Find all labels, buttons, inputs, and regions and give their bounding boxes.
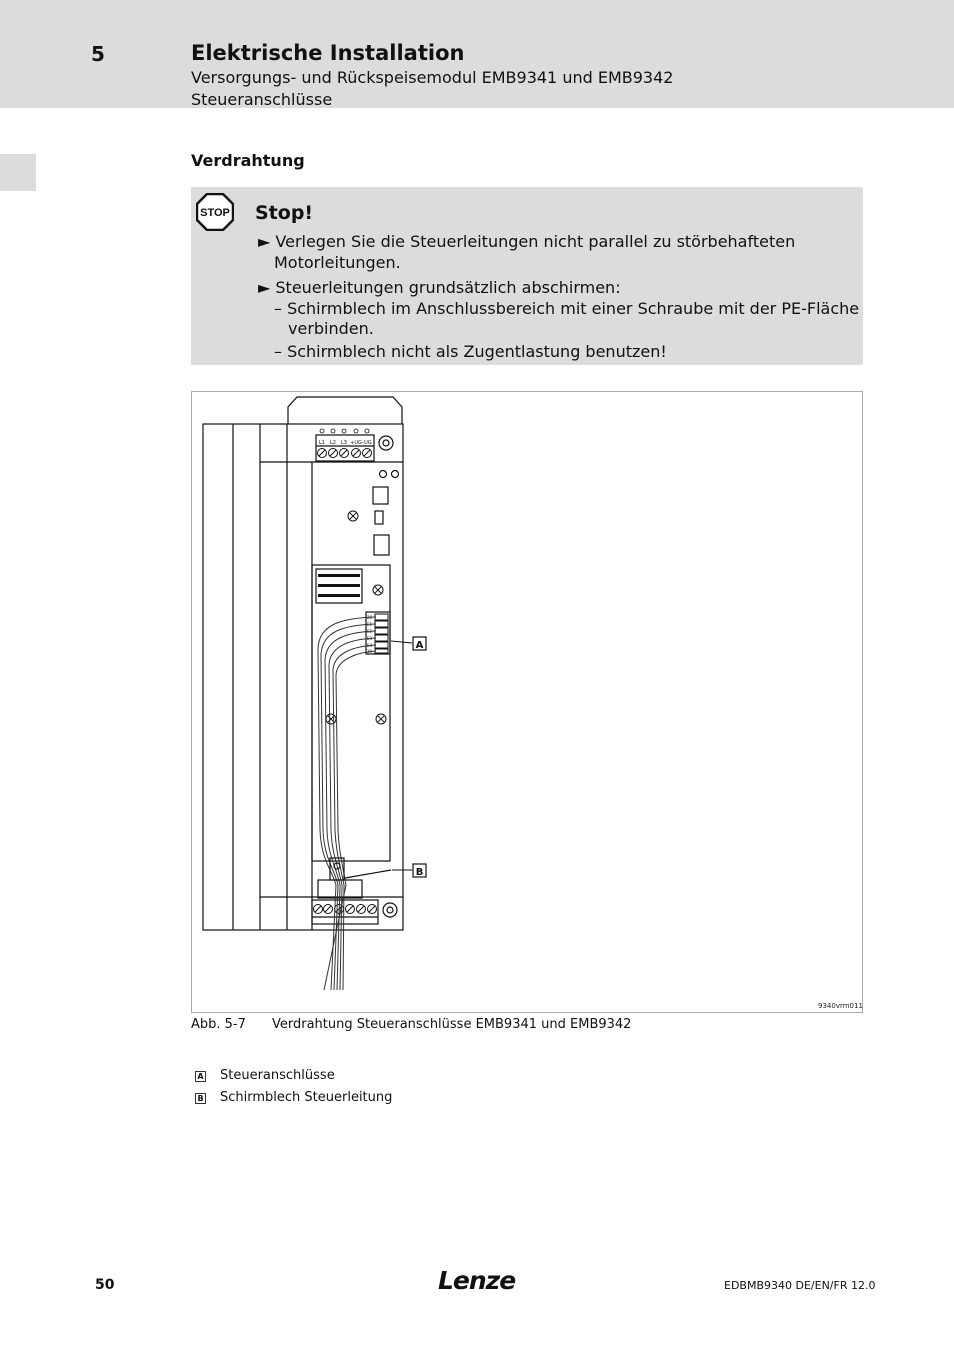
control-terminal-39: 39 [367,649,373,654]
subtitle-topic: Steueranschlüsse [191,90,333,109]
terminal-label-l2: L2 [330,440,336,446]
stop-sign-text: STOP [200,207,230,219]
control-terminal-e4: E4 [367,643,373,648]
module-top-cap [288,397,402,424]
legend-text-a: Steueranschlüsse [220,1068,335,1083]
figure-code: 9340vrm011 [818,1002,863,1010]
chapter-number: 5 [91,42,105,66]
legend-key-a: A [195,1071,206,1082]
page-number: 50 [95,1277,115,1293]
stop-subitem-2: – Schirmblech nicht als Zugentlastung benutzen! [274,342,667,361]
top-pe-screw [379,436,393,450]
bottom-pe-screw [383,903,397,917]
control-terminal-e1: E1 [367,622,373,627]
subtitle-module: Versorgungs- und Rückspeisemodul EMB9341 und EMB9342 [191,68,674,87]
control-terminal-e2: E2 [367,629,373,634]
callout-b: B [415,867,424,878]
stop-item-1: ► Verlegen Sie die Steuerleitungen nicht parallel zu störbehafteten [258,232,796,251]
stop-title: Stop! [255,202,314,224]
figure-caption-label: Abb. 5-7 [191,1017,246,1032]
legend-key-b: B [195,1093,206,1104]
control-terminal-28: 28 [367,615,373,620]
stop-item-2: ► Steuerleitungen grundsätzlich abschirmen: [258,278,621,297]
callout-a: A [415,640,424,651]
stop-item-1-cont: Motorleitungen. [274,253,401,272]
document-id: EDBMB9340 DE/EN/FR 12.0 [724,1279,876,1292]
control-cables [318,617,376,990]
control-terminal-e3: E3 [367,636,373,641]
terminal-label-l1: L1 [319,440,325,446]
lenze-logo: Lenze [438,1266,516,1295]
terminal-label-l3: L3 [341,440,347,446]
stop-subitem-1: – Schirmblech im Anschlussbereich mit einer Schraube mit der PE-Fläche [274,299,860,318]
stop-subitem-1-cont: verbinden. [288,319,374,338]
section-heading: Verdrahtung [191,151,305,170]
figure-caption-text: Verdrahtung Steueranschlüsse EMB9341 und EMB9342 [272,1017,632,1032]
chapter-title: Elektrische Installation [191,41,465,65]
terminal-label-minus-ug: -UG [362,440,372,446]
legend-text-b: Schirmblech Steuerleitung [220,1090,393,1105]
terminal-label-plus-ug: +UG [350,440,362,446]
lower-front-panel [312,565,390,861]
